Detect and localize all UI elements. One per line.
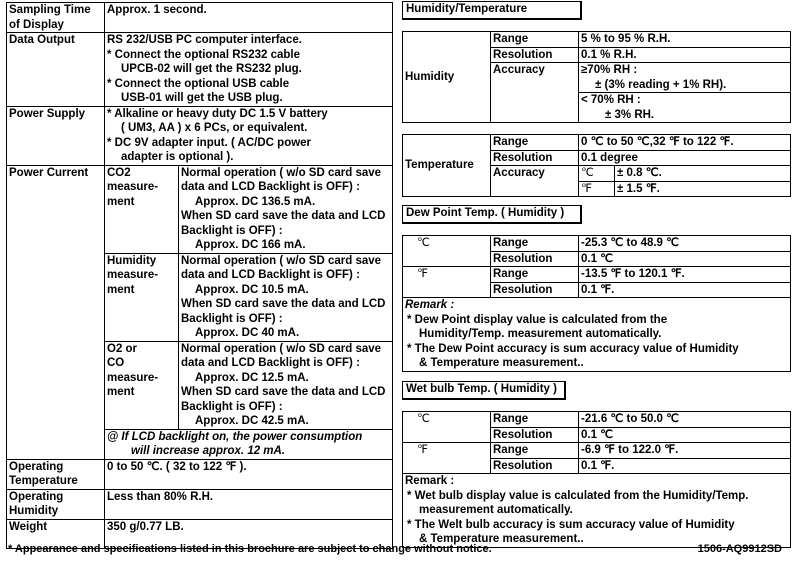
weight-label: Weight (7, 519, 105, 548)
o2-co-current: Normal operation ( w/o SD card save data and LCD Backlight is OFF) : Approx. DC 12.5 mA. When SD card save the data and LCD Backlight is OFF) : Approx. DC 42.5 mA. (179, 341, 393, 429)
dew-f-unit: ℉ (403, 267, 491, 298)
o2-co-sensor: O2 or CO measure- ment (105, 341, 179, 429)
dew-title: Dew Point Temp. ( Humidity ) (402, 205, 582, 224)
footer-note: * Appearance and specifications listed in this brochure are subject to change without notice. (8, 543, 492, 555)
temp-res: 0.1 degree (579, 150, 791, 166)
hum-res-label: Resolution (491, 47, 579, 63)
temp-acc-c: ± 0.8 ℃. (615, 166, 791, 182)
temp-range: 0 ℃ to 50 ℃,32 ℉ to 122 ℉. (579, 135, 791, 151)
hum-acc-low: < 70% RH : ± 3% RH. (579, 93, 791, 123)
wet-f-unit: ℉ (403, 443, 491, 474)
dew-c-range: -25.3 ℃ to 48.9 ℃ (579, 236, 791, 252)
wet-f-range: -6.9 ℉ to 122.0 ℉. (579, 443, 791, 459)
dew-f-range-label: Range (491, 267, 579, 283)
left-spec-table (6, 2, 393, 549)
temperature-label: Temperature (403, 135, 491, 197)
hum-res: 0.1 % R.H. (579, 47, 791, 63)
hum-acc-high: ≥70% RH : ± (3% reading + 1% RH). (579, 63, 791, 93)
op-temp-value: 0 to 50 ℃. ( 32 to 122 ℉ ). (105, 459, 393, 489)
temp-acc-f-unit: ℉ (579, 181, 615, 197)
wet-remark: Remark : * Wet bulb display value is calculated from the Humidity/Temp. measurement automatically. * The Welt bulb accuracy is sum accuracy value of Humidity & Temperature measurement.. (403, 474, 791, 548)
power-current-label: Power Current (7, 165, 105, 459)
temp-acc-f: ± 1.5 ℉. (615, 181, 791, 197)
dew-c-range-label: Range (491, 236, 579, 252)
dew-c-unit: ℃ (403, 236, 491, 267)
temp-range-label: Range (491, 135, 579, 151)
temperature-table (402, 134, 791, 197)
op-temp-label: Operating Temperature (7, 459, 105, 489)
wet-c-res: 0.1 ℃ (579, 427, 791, 443)
hum-acc-label: Accuracy (491, 63, 579, 123)
temp-acc-label: Accuracy (491, 166, 579, 197)
wet-c-range-label: Range (491, 412, 579, 428)
humidity-label: Humidity (403, 32, 491, 123)
dew-remark: Remark : * Dew Point display value is calculated from the Humidity/Temp. measurement automatically. * The Dew Point accuracy is sum accuracy value of Humidity & Temperature measurement.. (403, 298, 791, 372)
temp-acc-c-unit: ℃ (579, 166, 615, 182)
dew-table (402, 235, 791, 372)
wet-f-range-label: Range (491, 443, 579, 459)
wet-title: Wet bulb Temp. ( Humidity ) (402, 381, 566, 400)
dew-c-res-label: Resolution (491, 251, 579, 267)
humidity-sensor: Humidity measure- ment (105, 253, 179, 341)
wet-c-range: -21.6 ℃ to 50.0 ℃ (579, 412, 791, 428)
data-output-label: Data Output (7, 33, 105, 107)
power-supply-label: Power Supply (7, 106, 105, 165)
dew-f-range: -13.5 ℉ to 120.1 ℉. (579, 267, 791, 283)
sampling-value: Approx. 1 second. (105, 3, 393, 33)
weight-value: 350 g/0.77 LB. (105, 519, 393, 548)
hum-range-label: Range (491, 32, 579, 48)
power-supply-value: * Alkaline or heavy duty DC 1.5 V battery ( UM3, AA ) x 6 PCs, or equivalent. * DC 9V adapter input. ( AC/DC power adapter is optional ). (105, 106, 393, 165)
data-output-value: RS 232/USB PC computer interface. * Connect the optional RS232 cable UPCB-02 will get the RS232 plug. * Connect the optional USB cable USB-01 will get the USB plug. (105, 33, 393, 107)
dew-f-res: 0.1 ℉. (579, 282, 791, 298)
humidity-current: Normal operation ( w/o SD card save data and LCD Backlight is OFF) : Approx. DC 10.5 mA. When SD card save the data and LCD Backlight is OFF) : Approx. DC 40 mA. (179, 253, 393, 341)
backlight-note: @ If LCD backlight on, the power consumption will increase approx. 12 mA. (105, 429, 393, 459)
op-hum-value: Less than 80% R.H. (105, 489, 393, 519)
wet-f-res: 0.1 ℉. (579, 458, 791, 474)
doc-code: 1506-AQ9912SD (697, 543, 782, 555)
temp-res-label: Resolution (491, 150, 579, 166)
dew-c-res: 0.1 ℃ (579, 251, 791, 267)
co2-current: Normal operation ( w/o SD card save data and LCD Backlight is OFF) : Approx. DC 136.5 mA. When SD card save the data and LCD Backlight is OFF) : Approx. DC 166 mA. (179, 165, 393, 253)
sampling-label: Sampling Time of Display (7, 3, 105, 33)
op-hum-label: Operating Humidity (7, 489, 105, 519)
wet-c-unit: ℃ (403, 412, 491, 443)
dew-f-res-label: Resolution (491, 282, 579, 298)
hum-range: 5 % to 95 % R.H. (579, 32, 791, 48)
wet-c-res-label: Resolution (491, 427, 579, 443)
humidity-table (402, 31, 791, 123)
wet-f-res-label: Resolution (491, 458, 579, 474)
wet-table (402, 411, 791, 548)
humtemp-title: Humidity/Temperature (402, 1, 582, 20)
co2-sensor: CO2 measure- ment (105, 165, 179, 253)
